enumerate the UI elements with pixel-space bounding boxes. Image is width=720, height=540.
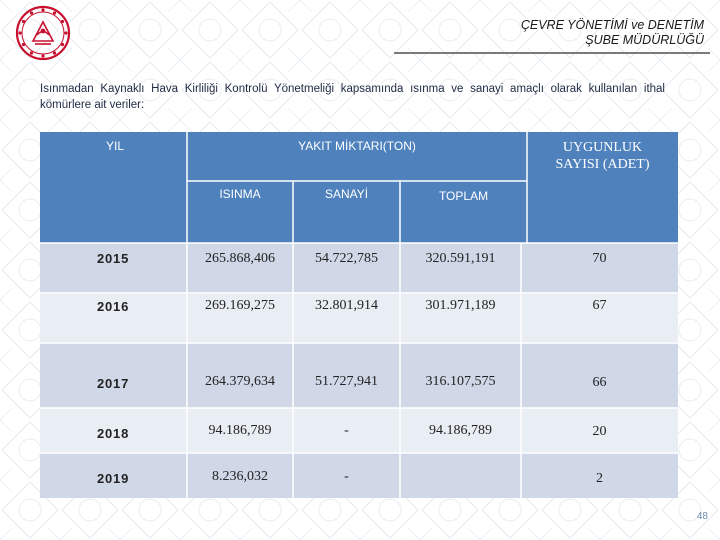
row-industry-value: 51.727,941 xyxy=(315,374,378,389)
row-year: 2018 xyxy=(97,425,130,441)
department-title-line2: ŞUBE MÜDÜRLÜĞÜ xyxy=(585,33,704,47)
row-count-value: 67 xyxy=(592,298,607,313)
header-total: TOPLAM xyxy=(438,189,489,203)
row-heating-value: 264.379,634 xyxy=(205,374,275,389)
header-heating: ISINMA xyxy=(219,187,261,201)
intro-text: Isınmadan Kaynaklı Hava Kirliliği Kontrolü Yönetmeliği kapsamında ısınma ve sanayi amaçlı olarak kullanılan ithal kömürlere ait veriler: xyxy=(40,83,665,111)
row-industry-value: - xyxy=(344,469,349,484)
header-industry: SANAYİ xyxy=(324,187,369,201)
row-heating-value: 8.236,032 xyxy=(212,469,268,484)
row-total-value: 94.186,789 xyxy=(429,422,492,438)
department-title-line1: ÇEVRE YÖNETİMİ ve DENETİM xyxy=(520,18,704,32)
row-year: 2016 xyxy=(97,298,130,314)
row-count-value: 70 xyxy=(592,251,607,266)
row-count-value: 2 xyxy=(596,471,603,486)
row-heating-value: 94.186,789 xyxy=(208,422,272,438)
row-total-value: 320.591,191 xyxy=(425,251,496,266)
row-count-value: 66 xyxy=(592,375,607,390)
row-total-value: 316.107,575 xyxy=(425,374,496,389)
header-compliance-line1: UYGUNLUK xyxy=(562,140,643,155)
header-year: YIL xyxy=(106,139,125,153)
row-year: 2017 xyxy=(97,375,130,391)
header-fuel-amount: YAKIT MİKTARI(TON) xyxy=(298,139,416,153)
row-year: 2015 xyxy=(97,250,130,266)
row-total-value: 301.971,189 xyxy=(425,298,496,313)
row-heating-value: 269.169,275 xyxy=(205,298,275,313)
header-compliance xyxy=(527,136,678,176)
row-industry-value: 54.722,785 xyxy=(315,251,378,266)
row-heating-value: 265.868,406 xyxy=(205,251,275,266)
row-industry-value: - xyxy=(344,422,349,438)
page-number: 48 xyxy=(696,511,708,522)
row-count-value: 20 xyxy=(592,424,607,439)
row-total-value xyxy=(400,453,521,501)
row-year: 2019 xyxy=(97,470,130,486)
row-industry-value: 32.801,914 xyxy=(315,298,378,313)
header-compliance-line2: SAYISI (ADET) xyxy=(555,157,650,172)
